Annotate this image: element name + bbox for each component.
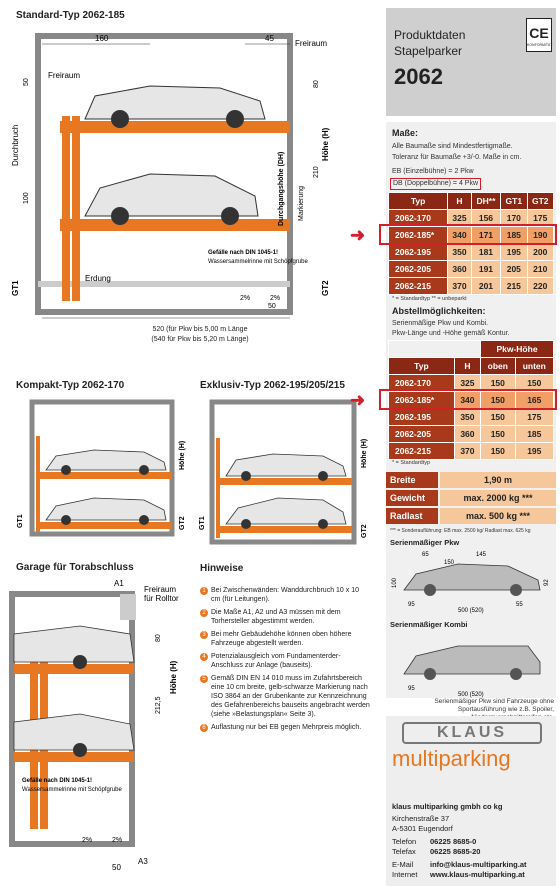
freiraum-label-2: Freiraum	[48, 71, 81, 80]
table-cell: 2062-215	[389, 278, 448, 295]
masse-db: DB (Doppelbühne) = 4 Pkw	[390, 178, 481, 190]
dim-80: 80	[313, 80, 320, 88]
tor-d50: 50	[112, 863, 121, 872]
table-cell: 370	[448, 278, 472, 295]
abstell-footnote: * = Standardtyp	[392, 460, 431, 466]
table-row	[389, 443, 554, 460]
pkw-d145: 145	[476, 552, 487, 558]
kompakt-title: Kompakt-Typ 2062-170	[16, 380, 125, 391]
table-cell: 370	[454, 443, 480, 460]
markierung-label: Markierung	[298, 185, 305, 221]
standard-bottom-note2: (540 für Pkw bis 5,20 m Länge)	[151, 336, 249, 343]
table-cell: 200	[527, 244, 553, 261]
standard-title: Standard-Typ 2062-185	[16, 10, 125, 21]
hinweise-section	[200, 563, 370, 736]
table-cell: 171	[471, 227, 500, 244]
klaus-multiparking: multiparking	[392, 746, 511, 771]
exklusiv-gt1: GT1	[199, 516, 206, 530]
klaus-city: A-5301 Eugendorf	[392, 824, 453, 833]
kompakt-gt1: GT1	[17, 514, 24, 528]
pkw-diagram	[388, 546, 554, 616]
spec-breite	[386, 472, 556, 488]
table-cell: 340	[454, 392, 480, 409]
pkw-d500: 500 (520)	[458, 608, 484, 614]
klaus-fax: 06225 8685-20	[430, 847, 481, 856]
table-cell: 175	[527, 210, 553, 227]
hinweis-text: Gemäß DIN EN 14 010 muss im Zufahrtsbereich eine 10 cm breite, gelb-schwarze Markierung nach ISO 3864 an der Grubenkante zur Kennzeichnung des Gefahrenbereichs bauseits angebracht werden (siehe »Belastungsplan« Seite 3).	[211, 675, 370, 718]
masse-title: Maße:	[392, 128, 419, 138]
table-header-cell: H	[454, 358, 480, 375]
standard-diagram	[0, 26, 330, 356]
pkw-d95: 95	[408, 602, 415, 608]
arrow-right-icon: ➜	[350, 225, 366, 245]
standard-bottom-note1: 520 (für Pkw bis 5,00 m Länge	[152, 326, 248, 333]
table-cell: 191	[471, 261, 500, 278]
table-cell: 165	[515, 392, 553, 409]
table-cell: 2062-170	[389, 375, 455, 392]
table-cell: 195	[515, 443, 553, 460]
table-cell: 150	[481, 426, 516, 443]
kompakt-hoehe: Höhe (H)	[179, 440, 186, 470]
table-cell: 190	[527, 227, 553, 244]
masse-note1: Alle Baumaße sind Mindestfertigmaße.	[392, 143, 513, 150]
klaus-block	[386, 716, 556, 886]
erdung-label: Erdung	[85, 274, 111, 283]
table-cell: 150	[481, 443, 516, 460]
klaus-fax-key: Telefax	[392, 847, 416, 856]
table-cell: 150	[481, 409, 516, 426]
tor-d80: 80	[155, 634, 162, 642]
table-cell: 215	[501, 278, 527, 295]
a3-label: A3	[138, 857, 148, 866]
klaus-mail-key: E-Mail	[392, 860, 414, 869]
spec-breite-key: Breite	[386, 472, 438, 488]
table-group-row	[389, 341, 554, 358]
highlight-abstell-row	[379, 389, 557, 410]
hinweis-item	[200, 586, 370, 604]
gefaelle-label: Gefälle nach DIN 1045-1!	[208, 250, 279, 256]
hinweise-list	[200, 586, 370, 732]
highlight-masse-row	[379, 224, 557, 245]
table-cell: 325	[448, 210, 472, 227]
table-cell: 201	[471, 278, 500, 295]
durchbruch-label: Durchbruch	[11, 124, 20, 166]
abstell-note2: Pkw-Länge und -Höhe gemäß Kontur.	[392, 330, 510, 337]
durchgangshoehe-label: Durchgangshöhe (DH)	[278, 151, 285, 226]
tor-rolltor: für Rolltor	[144, 594, 179, 603]
table-cell: 2062-205	[389, 261, 448, 278]
closing-note: Serienmäßiger Pkw sind Fahrzeuge ohne Sportausführung wie z.B. Spoiler,	[434, 698, 554, 713]
table-cell: 195	[501, 244, 527, 261]
wassersammel-label: Wassersammelrinne mit Schöpfgrube	[208, 259, 308, 265]
product-line1: Produktdaten	[394, 28, 466, 42]
table-cell: 2062-215	[389, 443, 455, 460]
table-cell: 170	[501, 210, 527, 227]
table-cell: 156	[471, 210, 500, 227]
kombi-d500: 500 (520)	[458, 692, 484, 698]
klaus-tel: 06225 8685-0	[430, 837, 477, 846]
slope-2: 2%	[270, 295, 281, 302]
pkw-d92: 92	[544, 579, 550, 586]
hinweis-item	[200, 723, 370, 732]
dim-100: 100	[23, 192, 30, 204]
table-cell: 350	[454, 409, 480, 426]
product-model: 2062	[394, 64, 443, 89]
masse-note2: Toleranz für Baumaße +3/-0. Maße in cm.	[392, 154, 522, 161]
table-row	[389, 261, 554, 278]
pkw-title: Serienmäßiger Pkw	[390, 538, 460, 547]
dim-160: 160	[95, 34, 109, 43]
table-cell: 220	[527, 278, 553, 295]
table-header-cell: H	[448, 193, 472, 210]
table-cell: 2062-170	[389, 210, 448, 227]
hinweis-item	[200, 608, 370, 626]
tor-d212: 212,5	[155, 696, 162, 714]
hinweis-number-icon: 6	[200, 724, 208, 732]
pkw-d55: 55	[516, 602, 523, 608]
hinweis-text: Bei Zwischenwänden: Wanddurchbruch 10 x 10 cm (für Leitungen).	[211, 587, 359, 603]
abstell-note1: Serienmäßige Pkw und Kombi.	[392, 320, 489, 327]
table-cell: 150	[481, 375, 516, 392]
dim-45: 45	[265, 34, 274, 43]
hoehe-label: Höhe (H)	[321, 127, 330, 161]
pkw-d100: 100	[392, 577, 398, 588]
table-group-header: Pkw-Höhe	[481, 341, 554, 358]
table-cell: 2062-195	[389, 244, 448, 261]
table-header-row	[389, 358, 554, 375]
table-header-cell: GT1	[501, 193, 527, 210]
product-header	[386, 8, 556, 116]
kombi-diagram	[388, 628, 554, 700]
table-cell: 210	[527, 261, 553, 278]
dim-50b: 50	[268, 303, 276, 310]
kombi-d95: 95	[408, 686, 415, 692]
table-cell: 350	[448, 244, 472, 261]
arrow-right-icon-2: ➜	[350, 390, 366, 410]
spec-gewicht-key: Gewicht	[386, 490, 438, 506]
table-row	[389, 426, 554, 443]
hinweis-number-icon: 4	[200, 653, 208, 661]
hinweis-number-icon: 1	[200, 587, 208, 595]
exklusiv-gt2: GT2	[361, 524, 368, 538]
ce-sub-text: KONFORMITÄT	[527, 43, 553, 47]
tor-slope-1: 2%	[82, 837, 93, 844]
tor-freiraum: Freiraum	[144, 585, 177, 594]
spec-radlast-value: max. 500 kg ***	[440, 508, 556, 524]
table-cell: 2062-205	[389, 426, 455, 443]
table-cell: 2062-185*	[389, 227, 448, 244]
spec-footnote: *** = Sonderauflührung: EB max. 2500 kg/ Radlast max. 625 kg	[390, 528, 531, 534]
hinweis-text: Potenzialausgleich vom Fundamenterder-Anschluss zur Anlage (bauseits).	[211, 653, 341, 669]
klaus-tel-key: Telefon	[392, 837, 417, 846]
hinweis-text: Auflastung nur bei EB gegen Mehrpreis möglich.	[211, 724, 362, 731]
hinweis-text: Die Maße A1, A2 und A3 müssen mit dem Torhersteller abgestimmt werden.	[211, 609, 341, 625]
table-row	[389, 278, 554, 295]
tor-gefaelle: Gefälle nach DIN 1045-1!	[22, 778, 93, 784]
table-header-cell: Typ	[389, 193, 448, 210]
dim-50: 50	[23, 78, 30, 86]
table-cell: 150	[481, 392, 516, 409]
table-cell: 340	[448, 227, 472, 244]
abstell-title: Abstellmöglichkeiten:	[392, 306, 486, 316]
klaus-web-key: Internet	[392, 870, 418, 879]
product-line2: Stapelparker	[394, 44, 463, 58]
klaus-street: Kirchenstraße 37	[392, 814, 450, 823]
hinweis-number-icon: 3	[200, 631, 208, 639]
hinweise-title: Hinweise	[200, 563, 244, 574]
tor-wassersammel: Wassersammelrinne mit Schöpfgrube	[22, 787, 122, 793]
hinweis-number-icon: 2	[200, 609, 208, 617]
pkw-d65: 65	[422, 552, 429, 558]
slope-1: 2%	[240, 295, 251, 302]
spec-radlast-key: Radlast	[386, 508, 438, 524]
table-header-cell: DH**	[471, 193, 500, 210]
table-group-spacer	[389, 341, 481, 358]
table-cell: 150	[515, 375, 553, 392]
masse-footnote: * = Standardtyp ** = unbeparkt	[392, 296, 467, 302]
klaus-company: klaus multiparking gmbh co kg	[392, 802, 503, 811]
table-cell: 2062-185*	[389, 392, 455, 409]
gt2-label: GT2	[321, 280, 330, 296]
kompakt-gt2: GT2	[179, 516, 186, 530]
spec-breite-value: 1,90 m	[440, 472, 556, 488]
hinweis-number-icon: 5	[200, 675, 208, 683]
table-cell: 325	[454, 375, 480, 392]
a1-label: A1	[114, 579, 124, 588]
torabschluss-diagram	[0, 574, 200, 884]
table-cell: 185	[515, 426, 553, 443]
kombi-title: Serienmäßiger Kombi	[390, 620, 468, 629]
table-header-row	[389, 193, 554, 210]
table-cell: 185	[501, 227, 527, 244]
ce-mark-text: CE	[529, 25, 549, 41]
table-cell: 205	[501, 261, 527, 278]
table-row	[389, 244, 554, 261]
table-cell: 360	[448, 261, 472, 278]
table-cell: 360	[454, 426, 480, 443]
table-row	[389, 409, 554, 426]
freiraum-label: Freiraum	[295, 39, 328, 48]
torabschluss-title: Garage für Torabschluss	[16, 562, 134, 573]
tor-hoehe: Höhe (H)	[169, 660, 178, 694]
exklusiv-hoehe: Höhe (H)	[361, 438, 368, 468]
spec-gewicht	[386, 490, 556, 506]
dim-210: 210	[313, 166, 320, 178]
hinweis-item	[200, 630, 370, 648]
klaus-website[interactable]: www.klaus-multiparking.at	[430, 870, 525, 879]
hinweis-item	[200, 652, 370, 670]
exklusiv-title: Exklusiv-Typ 2062-195/205/215	[200, 380, 345, 391]
exklusiv-diagram	[198, 398, 373, 548]
spec-radlast	[386, 508, 556, 524]
table-header-cell: oben	[481, 358, 516, 375]
klaus-email[interactable]: info@klaus-multiparking.at	[430, 860, 527, 869]
spec-gewicht-value: max. 2000 kg ***	[440, 490, 556, 506]
tor-slope-2: 2%	[112, 837, 123, 844]
table-header-cell: Typ	[389, 358, 455, 375]
pkw-d150: 150	[444, 560, 455, 566]
masse-eb: EB (Einzelbühne) = 2 Pkw	[392, 168, 474, 175]
table-cell: 175	[515, 409, 553, 426]
ce-mark-icon	[526, 18, 552, 52]
table-cell: 2062-195	[389, 409, 455, 426]
table-cell: 181	[471, 244, 500, 261]
hinweis-text: Bei mehr Gebäudehöhe können oben höhere Fahrzeuge abgestellt werden.	[211, 631, 352, 647]
gt1-label: GT1	[11, 280, 20, 296]
table-header-cell: unten	[515, 358, 553, 375]
hinweis-item	[200, 674, 370, 719]
table-header-cell: GT2	[527, 193, 553, 210]
klaus-logo: KLAUS	[402, 722, 542, 744]
kompakt-diagram	[14, 398, 189, 543]
